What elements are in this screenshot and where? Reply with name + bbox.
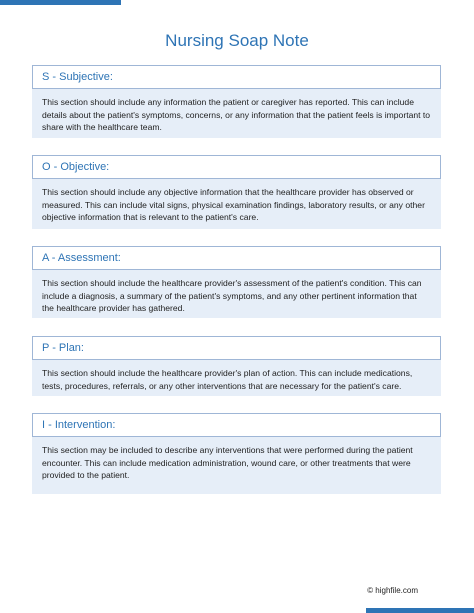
section-plan: [32, 336, 441, 396]
section-intervention: [32, 413, 441, 494]
section-heading: P - Plan:: [32, 336, 441, 360]
section-heading: S - Subjective:: [32, 65, 441, 89]
footer-copyright: © highfile.com: [367, 586, 418, 595]
top-accent-bar: [0, 0, 121, 5]
bottom-accent-bar: [366, 608, 474, 613]
section-body: This section should include the healthcare provider's assessment of the patient's condition. This can include a diagnosis, a summary of the patient's symptoms, and any other pertinent information that the healthcare provider has gathered.: [32, 270, 441, 318]
section-subjective: [32, 65, 441, 138]
section-body: This section should include the healthcare provider's plan of action. This can include medications, tests, procedures, referrals, or any other interventions that are necessary for the patient's care.: [32, 360, 441, 396]
section-objective: [32, 155, 441, 229]
section-heading: A - Assessment:: [32, 246, 441, 270]
section-body: This section may be included to describe any interventions that were performed during the patient encounter. This can include medication administration, wound care, or other treatments that were provided to the patient.: [32, 437, 441, 494]
section-assessment: [32, 246, 441, 318]
section-heading: O - Objective:: [32, 155, 441, 179]
page-title: Nursing Soap Note: [165, 31, 309, 50]
section-heading: I - Intervention:: [32, 413, 441, 437]
section-body: This section should include any information the patient or caregiver has reported. This can include details about the patient's symptoms, concerns, or any information that the patient feels is important to share with the healthcare team.: [32, 89, 441, 138]
section-body: This section should include any objective information that the healthcare provider has observed or measured. This can include vital signs, physical examination findings, laboratory results, or any other objective information that is relevant to the patient's care.: [32, 179, 441, 229]
